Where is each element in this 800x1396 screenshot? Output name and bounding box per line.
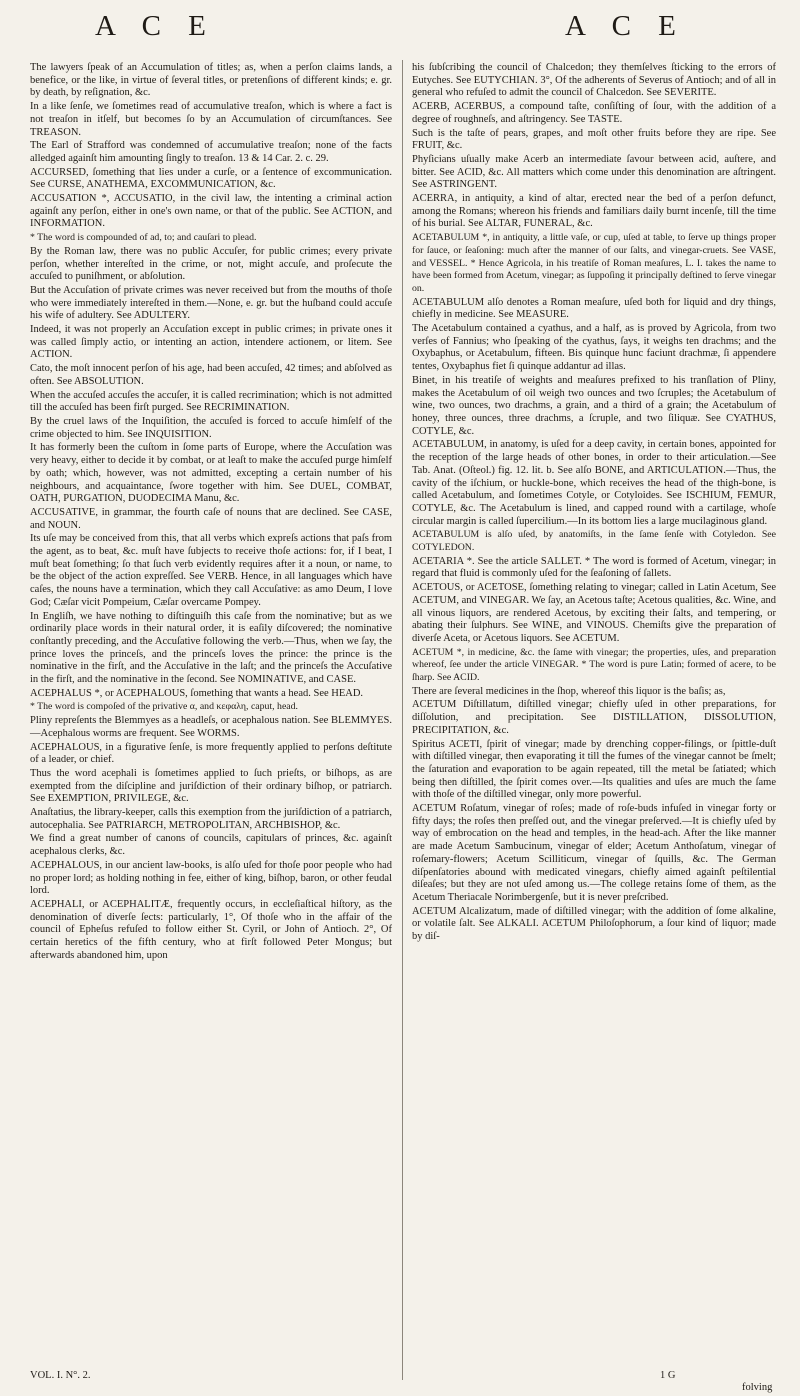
entry: ACCUSATIVE, in grammar, the fourth caſe of nouns that are declined. See CASE, and NOUN. xyxy=(30,506,392,531)
entry: The lawyers ſpeak of an Accumulation of titles; as, when a perſon claims lands, a benefice, or the like, in virtue of ſeveral titles, or pretenſions of different kinds; e. gr. by death, by reſignation, &c. xyxy=(30,62,392,99)
entry: Anaſtatius, the library-keeper, calls this exemption from the juriſdiction of a patriarch, autocephalia. See PATRIARCH, METROPOLITAN, ARCHBISHOP, &c. xyxy=(30,807,392,831)
entry: In Engliſh, we have nothing to diſtinguiſh this caſe from the nominative; but as we ordinarily place words in their natural order, it is eaſily diſcovered; the nominative conſtantly preceding, and the Accuſative following the verb.—Thus, when we ſay, the prince loves the princeſs, and the princeſs loves the prince: the prince is the nominative in the firſt, and the Accuſative in the laſt; and the princeſs the Accuſative in the firſt, and the nominative in the ſecond. See NOMINATIVE, and CASE. xyxy=(30,610,392,686)
running-head-left: A C E xyxy=(95,10,216,42)
entry: ACETARIA *. See the article SALLET. * The word is formed of Acetum, vinegar; in regard that fluid is commonly uſed for the ſeaſoning of ſallets. xyxy=(412,555,776,580)
entry: his ſubſcribing the council of Chalcedon; they themſelves ſticking to the errors of Eutyches. See EUTYCHIAN. 3°, Of the adherents of Severus of Antioch; and of all in general who refuſed to admit the council of Chalcedon. See SEVERITE. xyxy=(412,62,776,99)
entry: ACERRA, in antiquity, a kind of altar, erected near the bed of a perſon defunct, among the Romans; whereon his friends and familiars daily burnt incenſe, till the time of his burial. See ALTAR, FUNERAL, &c. xyxy=(412,193,776,230)
entry: Indeed, it was not properly an Accuſation except in public crimes; in private ones it was called ſimply actio, or intenting an action, intendere actionem, or litem. See ACTION. xyxy=(30,324,392,361)
entry: The Acetabulum contained a cyathus, and a half, as is proved by Agricola, from two verſes of Fannius; who ſpeaking of the cyathus, ſays, it weighs ten drachms; and the Oxybaphus, or Acetabulum, fifteen. Bis quinque hunc faciunt drachmæ, ſi appendere tentes, Oxybaphus fiet ſi quinque addantur ad illas. xyxy=(412,323,776,373)
entry: Binet, in his treatiſe of weights and meaſures prefixed to his tranſlation of Pliny, makes the Acetabulum of oil weigh two ounces and two ſcruples; the Acetabulum of wine, two ounces, two drachms, a grain, and a third of a grain; the Acetabulum of honey, three ounces, three drachms, a ſcruple, and two ſiliquæ. See CYATHUS, COTYLE, &c. xyxy=(412,374,776,437)
entry: In a like ſenſe, we ſometimes read of accumulative treaſon, which is where a fact is not treaſon in itſelf, but becomes ſo by an Accumulation of circumſtances. See TREASON. xyxy=(30,101,392,138)
entry: ACETABULUM alſo denotes a Roman meaſure, uſed both for liquid and dry things, chiefly in medicine. See MEASURE. xyxy=(412,296,776,321)
footnote: ACETUM *, in medicine, &c. the ſame with vinegar; the properties, uſes, and preparation whereof, ſee under the article VINEGAR. * The word is pure Latin; formed of acere, to be ſharp. See ACID. xyxy=(412,646,776,684)
entry: ACEPHALI, or ACEPHALITÆ, frequently occurs, in eccleſiaſtical hiſtory, as the denomination of diverſe ſects: particularly, 1°, Of thoſe who in the affair of the council of Epheſus refuſed to follow either St. Cyril, or John of Antioch. 2°, Of certain heretics of the fifth century, who at firſt followed Peter Mongus; but afterwards abandoned him, upon xyxy=(30,899,392,961)
entry: Thus the word acephali is ſometimes applied to ſuch prieſts, or biſhops, as are exempted from the diſcipline and juriſdiction of their ordinary biſhop, or patriarch. See EXEMPTION, PRIVILEGE, &c. xyxy=(30,767,392,805)
entry: It has formerly been the cuſtom in ſome parts of Europe, where the Accuſation was very heavy, either to decide it by combat, or at leaſt to make the accuſed purge himſelf by oath; which, however, was not admitted, excepting a certain number of his neighbours, and acquaintance, ſwore together with him. See DUEL, COMBAT, OATH, PURGATION, DUODECIMA Manu, &c. xyxy=(30,442,392,505)
footnote: ACETABULUM *, in antiquity, a little vaſe, or cup, uſed at table, to ſerve up things proper for ſauce, or ſeaſoning: much after the manner of our ſalts, and vinegar-cruets. See VASE, and VESSEL. * Hence Agricola, in his treatiſe of Roman meaſures, L. I. takes the name to have been formed from Acetum, vinegar; as ſuppoſing it principally deſtined to ſerve vinegar on. xyxy=(412,232,776,294)
entry: When the accuſed accuſes the accuſer, it is called recrimination; which is not admitted till the accuſed has been firſt purged. See RECRIMINATION. xyxy=(30,389,392,414)
entry: ACEPHALUS *, or ACEPHALOUS, ſomething that wants a head. See HEAD. xyxy=(30,687,364,699)
right-column xyxy=(412,62,776,945)
entry: There are ſeveral medicines in the ſhop, whereof this liquor is the baſis; as, xyxy=(412,685,726,697)
entry: Phyſicians uſually make Acerb an intermediate ſavour between acid, auſtere, and bitter. See ACID, &c. All matters which come under this denomination are aſtringent. See ASTRINGENT. xyxy=(412,153,776,191)
entry: ACERB, ACERBUS, a compound taſte, conſiſting of ſour, with the addition of a degree of roughneſs, and aſtringency. See TASTE. xyxy=(412,101,776,125)
entry: ACCURSED, ſomething that lies under a curſe, or a ſentence of excommunication. See CURSE, ANATHEMA, EXCOMMUNICATION, &c. xyxy=(30,166,392,191)
footnote: * The word is compoſed of the privative α, and κεφαλη, caput, head. xyxy=(30,701,299,713)
entry: ACCUSATION *, ACCUSATIO, in the civil law, the intenting a criminal action againſt any perſon, either in one's own name, or that of the public. See ACTION, and INFORMATION. xyxy=(30,193,392,230)
running-head-right: A C E xyxy=(565,10,686,42)
entry: Such is the taſte of pears, grapes, and moſt other fruits before they are ripe. See FRUIT, &c. xyxy=(412,127,776,152)
entry: Its uſe may be conceived from this, that all verbs which expreſs actions that paſs from the agent, as to beat, &c. muſt have ſubjects to receive thoſe actions: for, if I beat, I muſt beat ſomething; ſo that ſuch verb evidently requires after it a noun, or name, to be the object of the action expreſſed. See VERB. Hence, in all languages which have caſes, the nouns have a termination, which they call Accuſative: as amo Deum, I love God; Cæſar vicit Pompeium, Cæſar overcame Pompey. xyxy=(30,533,392,608)
volume-mark: VOL. I. N°. 2. xyxy=(30,1370,91,1381)
footnote: ACETABULUM is alſo uſed, by anatomiſts, in the ſame ſenſe with Cotyledon. See COTYLEDON. xyxy=(412,529,776,554)
entry: Pliny repreſents the Blemmyes as a headleſs, or acephalous nation. See BLEMMYES.—Acephalous worms are frequent. See WORMS. xyxy=(30,715,392,739)
entry: ACEPHALOUS, in our ancient law-books, is alſo uſed for thoſe poor people who had no proper lord; as holding nothing in fee, either of king, biſhop, baron, or other feudal lord. xyxy=(30,859,392,897)
column-rule xyxy=(402,60,403,1380)
entry: ACEPHALOUS, in a figurative ſenſe, is more frequently applied to perſons deſtitute of a leader, or chief. xyxy=(30,741,392,766)
signature-mark: 1 G xyxy=(660,1370,676,1381)
entry: ACETUM Diſtillatum, diſtilled vinegar; chiefly uſed in other preparations, for diſſolution, and precipitation. See DISTILLATION, DISSOLUTION, PRECIPITATION, &c. xyxy=(412,699,776,736)
catchword: folving xyxy=(742,1382,773,1393)
entry: Spiritus ACETI, ſpirit of vinegar; made by drenching copper-filings, or ſpittle-duſt with diſtilled vinegar, then evaporating it till the fumes of the vinegar cannot be ſmelt; the ſaturation and evaporation to be again repeated, till the metal be ſatiated; which being then diſtilled, the ſpirit comes over.—Its qualities and uſes are much the ſame with thoſe of the diſtilled vinegar, only more powerful. xyxy=(412,738,776,801)
entry: ACETOUS, or ACETOSE, ſomething relating to vinegar; called in Latin Acetum, See ACETUM, and VINEGAR. We ſay, an Acetous taſte; Acetous qualities, &c. Wine, and all vinous liquors, are rendered Acetous, by exciting their ſalts, and tempering, or abating their ſulphurs. See WINE, and VINOUS. Chemiſts give the preparation of diverſe Aceta, or Acetous liquors. See ACETUM. xyxy=(412,582,776,644)
entry: Cato, the moſt innocent perſon of his age, had been accuſed, 42 times; and abſolved as often. See ABSOLUTION. xyxy=(30,363,392,387)
entry: By the Roman law, there was no public Accuſer, for public crimes; every private perſon, whether intereſted in the crime, or not, might accuſe, and proſecute the accuſed to puniſhment, or abſolution. xyxy=(30,245,392,283)
entry: ACETABULUM, in anatomy, is uſed for a deep cavity, in certain bones, appointed for the reception of the large heads of other bones, in order to their articulation.—See Tab. Anat. (Oſteol.) fig. 12. lit. b. See alſo BONE, and ARTICULATION.—Thus, the cavity of the iſchium, or huckle-bone, which receives the head of the thigh-bone, is called Acetabulum, and ſometimes Cotyle, or Cotyloides. See ISCHIUM, FEMUR, COTYLE, &c. The Acetabulum is lined, and capped round with a cartilage, whoſe circular margin is called ſupercilium.—In its bottom lies a large mucilaginous gland. xyxy=(412,439,776,527)
entry: By the cruel laws of the Inquiſition, the accuſed is forced to accuſe himſelf of the crime objected to him. See INQUISITION. xyxy=(30,415,392,440)
footnote: * The word is compounded of ad, to; and cauſari to plead. xyxy=(30,232,257,244)
left-column xyxy=(30,62,392,964)
entry: We find a great number of canons of councils, capitulars of princes, &c. againſt acephalous clerks, &c. xyxy=(30,833,392,858)
entry: But the Accuſation of private crimes was never received but from the mouths of thoſe who were immediately intereſted in them.—None, e. gr. but the huſband could accuſe his wife of adultery. See ADULTERY. xyxy=(30,284,392,322)
entry: ACETUM Alcalizatum, made of diſtilled vinegar; with the addition of ſome alkaline, or volatile ſalt. See ALKALI. ACETUM Philoſophorum, a ſour kind of liquor; made by diſ- xyxy=(412,905,776,943)
entry: The Earl of Strafford was condemned of accumulative treaſon; none of the facts alledged againſt him amounting ſingly to treaſon. 13 & 14 Car. 2. c. 29. xyxy=(30,140,392,164)
entry: ACETUM Roſatum, vinegar of roſes; made of roſe-buds infuſed in vinegar forty or fifty days; the roſes then preſſed out, and the vinegar preſerved.—It is chiefly uſed by way of embrocation on the head and temples, in the head-ach. After the like manner are made Acetum Sambucinum, vinegar of elder; Acetum Anthoſatum, vinegar of roſemary-flowers; Acetum Scilliticum, vinegar of ſquills, &c. The German diſpenſatories abound with medicated vinegars, chiefly aimed againſt peſtilential diſeaſes; but they are not uſed among us.—The college retains ſome of them, as the Acetum Theriacale Norimbergenſe, but it is never preſcribed. xyxy=(412,803,776,903)
